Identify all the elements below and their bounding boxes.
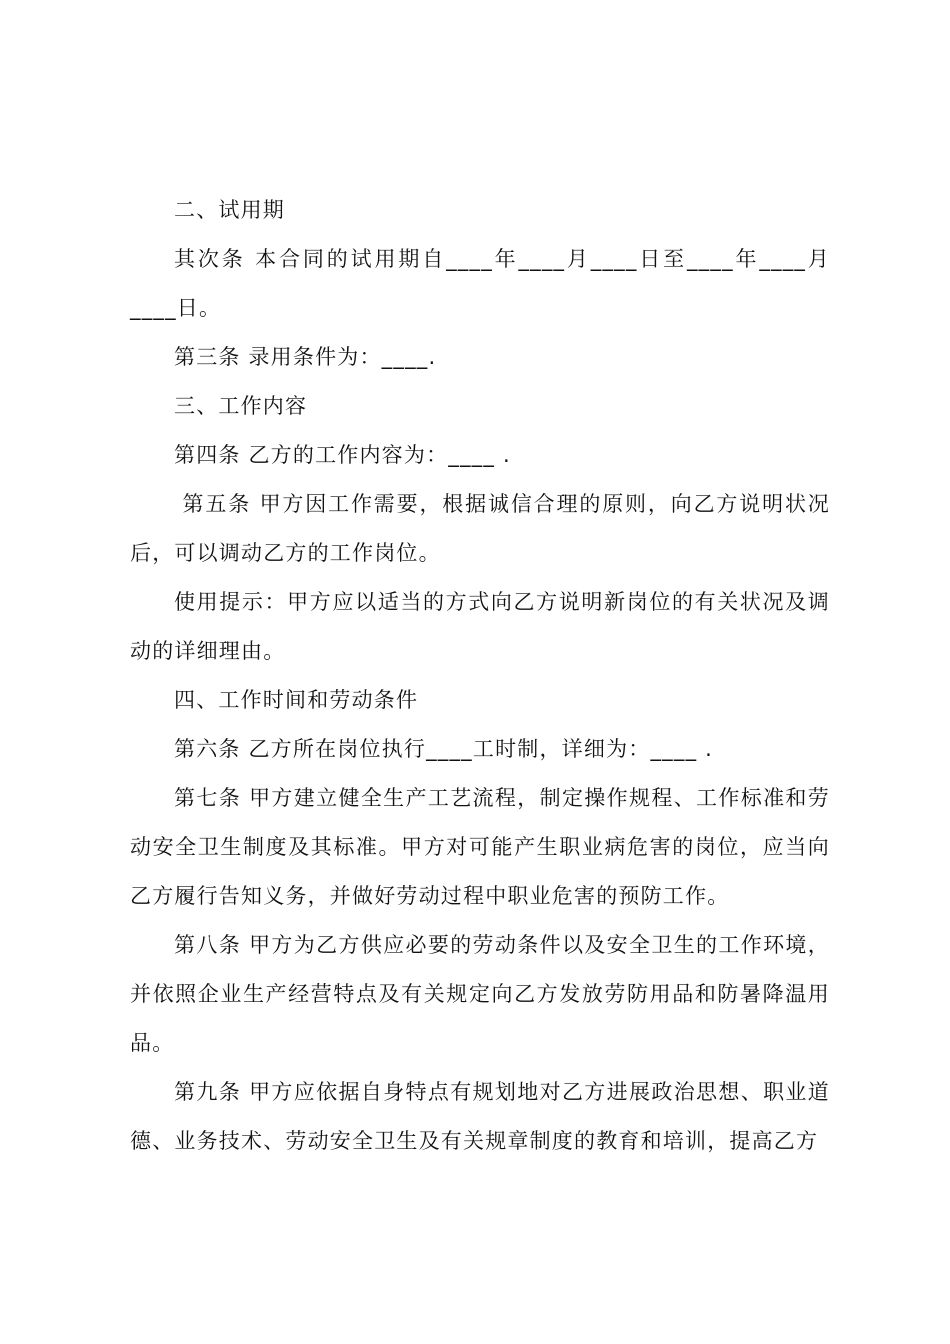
- article-8-working-conditions: 第八条 甲方为乙方供应必要的劳动条件以及安全卫生的工作环境，并依照企业生产经营特点及有关规定向乙方发放劳防用品和防暑降温用品。: [130, 933, 830, 1055]
- section-heading-working-hours: 四、工作时间和劳动条件: [174, 688, 419, 712]
- article-5-job-transfer: 第五条 甲方因工作需要，根据诚信合理的原则，向乙方说明状况后，可以调动乙方的工作岗位。: [130, 492, 830, 565]
- usage-tip: 使用提示：甲方应以适当的方式向乙方说明新岗位的有关状况及调动的详细理由。: [130, 590, 830, 663]
- article-3-hiring-conditions: 第三条 录用条件为：____.: [174, 345, 437, 369]
- article-9-training: 第九条 甲方应依据自身特点有规划地对乙方进展政治思想、职业道德、业务技术、劳动安全卫生及有关规章制度的教育和培训，提高乙方: [130, 1080, 830, 1153]
- article-6-working-hours: 第六条 乙方所在岗位执行____工时制，详细为：____ .: [174, 737, 714, 761]
- article-2-probation-period: 其次条 本合同的试用期自____年____月____日至____年____月____日。: [130, 247, 830, 320]
- article-4-job-content: 第四条 乙方的工作内容为：____ .: [174, 443, 511, 467]
- article-7-safety-procedures: 第七条 甲方建立健全生产工艺流程，制定操作规程、工作标准和劳动安全卫生制度及其标准。甲方对可能产生职业病危害的岗位，应当向乙方履行告知义务，并做好劳动过程中职业危害的预防工作。: [130, 786, 830, 908]
- section-heading-probation: 二、试用期: [174, 198, 285, 222]
- section-heading-job-content: 三、工作内容: [174, 394, 308, 418]
- contract-body: [130, 186, 830, 1166]
